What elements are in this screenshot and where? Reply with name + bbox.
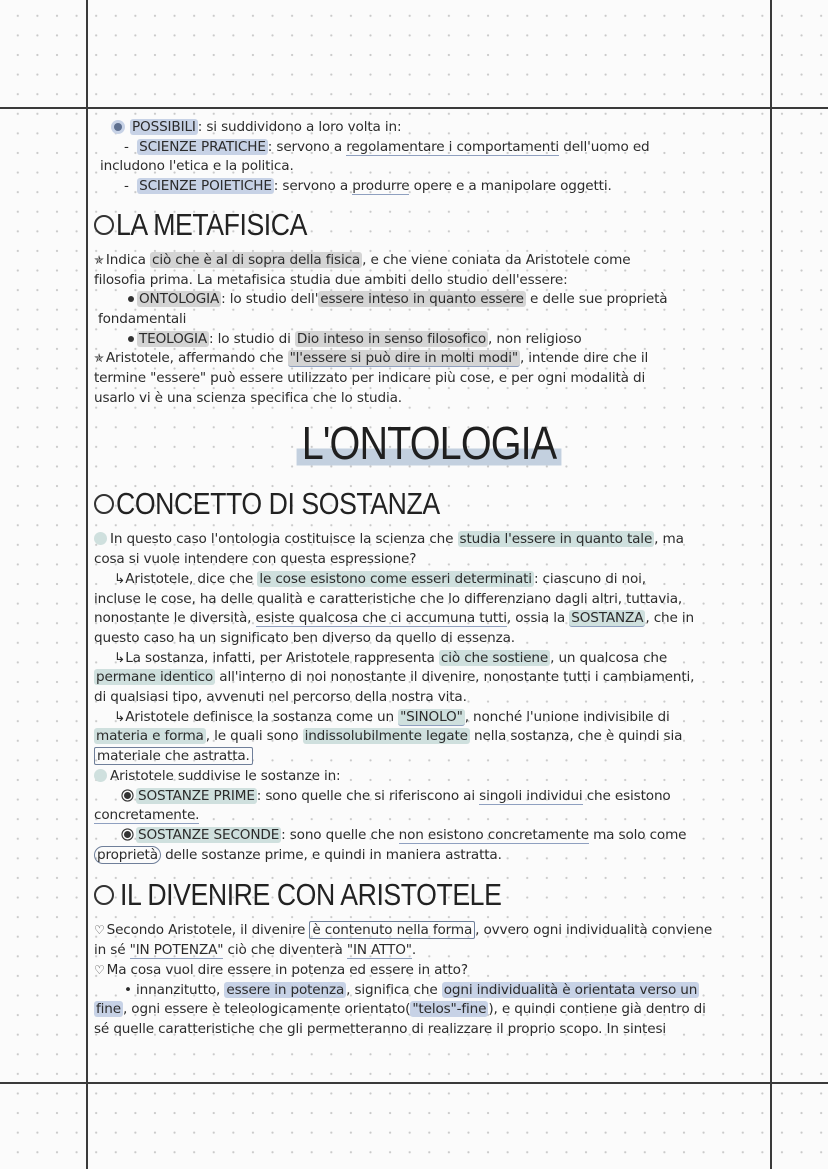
sostanza-p3-cont-2: di qualsiasi tipo, avvenuti nel percorso della nostra vita. <box>94 689 467 706</box>
ring-bullet-icon <box>124 792 131 799</box>
sostanza-p2-cont-3: questo caso ha un significato ben diverso da quello di essenza. <box>94 629 515 646</box>
dash-icon: - <box>124 178 129 195</box>
right-margin-line <box>770 0 772 1169</box>
left-margin-line <box>86 0 88 1169</box>
bottom-margin-line <box>0 1082 828 1084</box>
scienze-pratiche-cont: includono l'etica e la politica. <box>100 158 294 175</box>
sostanza-p2-cont-2: nonostante le diversità, esiste qualcosa che ci accumuna tutti, ossia la SOSTANZA , che in <box>94 610 694 627</box>
sostanza-p3-cont-1: permane identico all'interno di noi nonostante il divenire, nonostante tutti i cambiamenti, <box>96 669 695 686</box>
sostanze-prime-item: SOSTANZE PRIME : sono quelle che si riferiscono ai singoli individui che esistono <box>94 787 764 807</box>
scienze-pratiche-label: SCIENZE PRATICHE <box>139 138 266 155</box>
circle-bullet-icon <box>94 885 114 905</box>
metafisica-heading <box>94 205 764 245</box>
circle-bullet-icon <box>94 494 114 514</box>
dash-icon: - <box>124 138 129 155</box>
heart-icon: ♡ <box>94 923 105 938</box>
arrow-icon: ↳ <box>114 708 126 725</box>
divenire-line-5: fine , ogni essere è teleologicamente orientato( "telos"-fine ), e quindi contiene già dentro di <box>96 1001 706 1018</box>
bullet-dot-icon <box>114 123 122 131</box>
ring-bullet-icon <box>128 296 134 302</box>
arrow-icon: ↳ <box>114 570 126 587</box>
star-icon: ✯ <box>94 351 104 366</box>
ontologia-item-cont: fondamentali <box>98 310 187 327</box>
divenire-line-3: ♡ Ma cosa vuol dire essere in potenza ed essere in atto? <box>94 961 468 978</box>
scienze-poietiche-label: SCIENZE POIETICHE <box>139 178 272 195</box>
ontologia-title-block <box>94 416 764 472</box>
sostanza-title: CONCETTO DI SOSTANZA <box>116 486 440 522</box>
ring-bullet-icon <box>128 336 134 342</box>
possibili-line: POSSIBILI : si suddividono a loro volta in: <box>94 118 764 138</box>
sostanza-p1: In questo caso l'ontologia costituisce la scienza che studia l'essere in quanto tale , ma <box>94 530 764 550</box>
circle-bullet-icon <box>94 215 114 235</box>
soft-dot-icon <box>94 532 107 545</box>
scienze-poietiche-line: - SCIENZE POIETICHE : servono a produrre opere e a manipolare oggetti. <box>124 178 612 195</box>
metafisica-title: LA METAFISICA <box>116 206 307 242</box>
divenire-line-2: in sé "IN POTENZA" ciò che diventerà "IN ATTO". <box>94 942 417 959</box>
notes-content <box>94 118 764 1040</box>
sostanza-p4: ↳Aristotele definisce la sostanza come un "SINOLO" , nonché l'unione indivisibile di <box>114 708 670 725</box>
star-icon: ✯ <box>94 252 104 267</box>
divenire-line-4: • innanzitutto, essere in potenza , significa che ogni individualità è orientata verso un <box>124 981 698 998</box>
sostanze-seconde-item: SOSTANZE SECONDE : sono quelle che non esistono concretamente ma solo come <box>94 826 764 846</box>
divenire-line-6: sé quelle caratteristiche che gli permetteranno di realizzare il proprio scopo. In sintesi <box>94 1020 667 1037</box>
possibili-label: POSSIBILI <box>132 119 196 135</box>
sostanza-p1-cont: cosa si vuole intendere con questa espressione? <box>94 551 417 568</box>
top-margin-line <box>0 107 828 109</box>
sostanza-heading <box>94 484 764 524</box>
sostanza-p4-cont-1: materia e forma , le quali sono indissolubilmente legate nella sostanza, che è quindi sia <box>96 728 683 745</box>
soft-dot-icon <box>94 769 107 782</box>
metafisica-line-1: ✯ Indica ciò che è al di sopra della fisica , e che viene coniata da Aristotele come <box>94 251 631 268</box>
sostanza-p5: Aristotele suddivise le sostanze in: <box>94 767 764 787</box>
ontologia-title: L'ONTOLOGIA <box>297 416 562 470</box>
metafisica-line-2: filosofia prima. La metafisica studia due ambiti dello studio dell'essere: <box>94 271 568 288</box>
sostanza-p3: ↳La sostanza, infatti, per Aristotele rappresenta ciò che sostiene , un qualcosa che <box>114 649 668 666</box>
ontologia-item: ONTOLOGIA : lo studio dell' essere inteso in quanto essere e delle sue proprietà <box>94 290 764 310</box>
sostanza-p2-cont-1: incluse le cose, ha delle qualità e caratteristiche che lo differenziano dagli altri, tuttavia, <box>94 590 683 607</box>
divenire-heading <box>94 875 764 915</box>
divenire-title: IL DIVENIRE CON ARISTOTELE <box>120 877 502 913</box>
sostanza-p4-cont-2: materiale che astratta. <box>94 747 764 767</box>
metafisica-line-6: termine "essere" può essere utilizzato per indicare più cose, e per ogni modalità di <box>94 370 646 387</box>
teologia-item: TEOLOGIA : lo studio di Dio inteso in senso filosofico , non religioso <box>94 330 764 350</box>
heart-icon: ♡ <box>94 962 105 977</box>
sostanze-prime-cont: concretamente. <box>94 807 200 824</box>
metafisica-line-7: usarlo vi è una scienza specifica che lo studia. <box>94 389 402 406</box>
sostanze-seconde-cont: proprietà delle sostanze prime, e quindi in maniera astratta. <box>94 846 764 866</box>
metafisica-line-5: ✯ Aristotele, affermando che "l'essere si può dire in molti modi" , intende dire che il <box>94 350 649 367</box>
divenire-line-1: ♡ Secondo Aristotele, il divenire è contenuto nella forma , ovvero ogni individualità conviene <box>94 922 713 939</box>
arrow-icon: ↳ <box>114 649 126 666</box>
ring-bullet-icon <box>124 831 131 838</box>
bullet-icon: • <box>124 981 132 998</box>
scienze-pratiche-line: - SCIENZE PRATICHE : servono a regolamentare i comportamenti dell'uomo ed <box>124 138 650 155</box>
sostanza-p2: ↳Aristotele, dice che le cose esistono come esseri determinati : ciascuno di noi, <box>114 570 646 587</box>
